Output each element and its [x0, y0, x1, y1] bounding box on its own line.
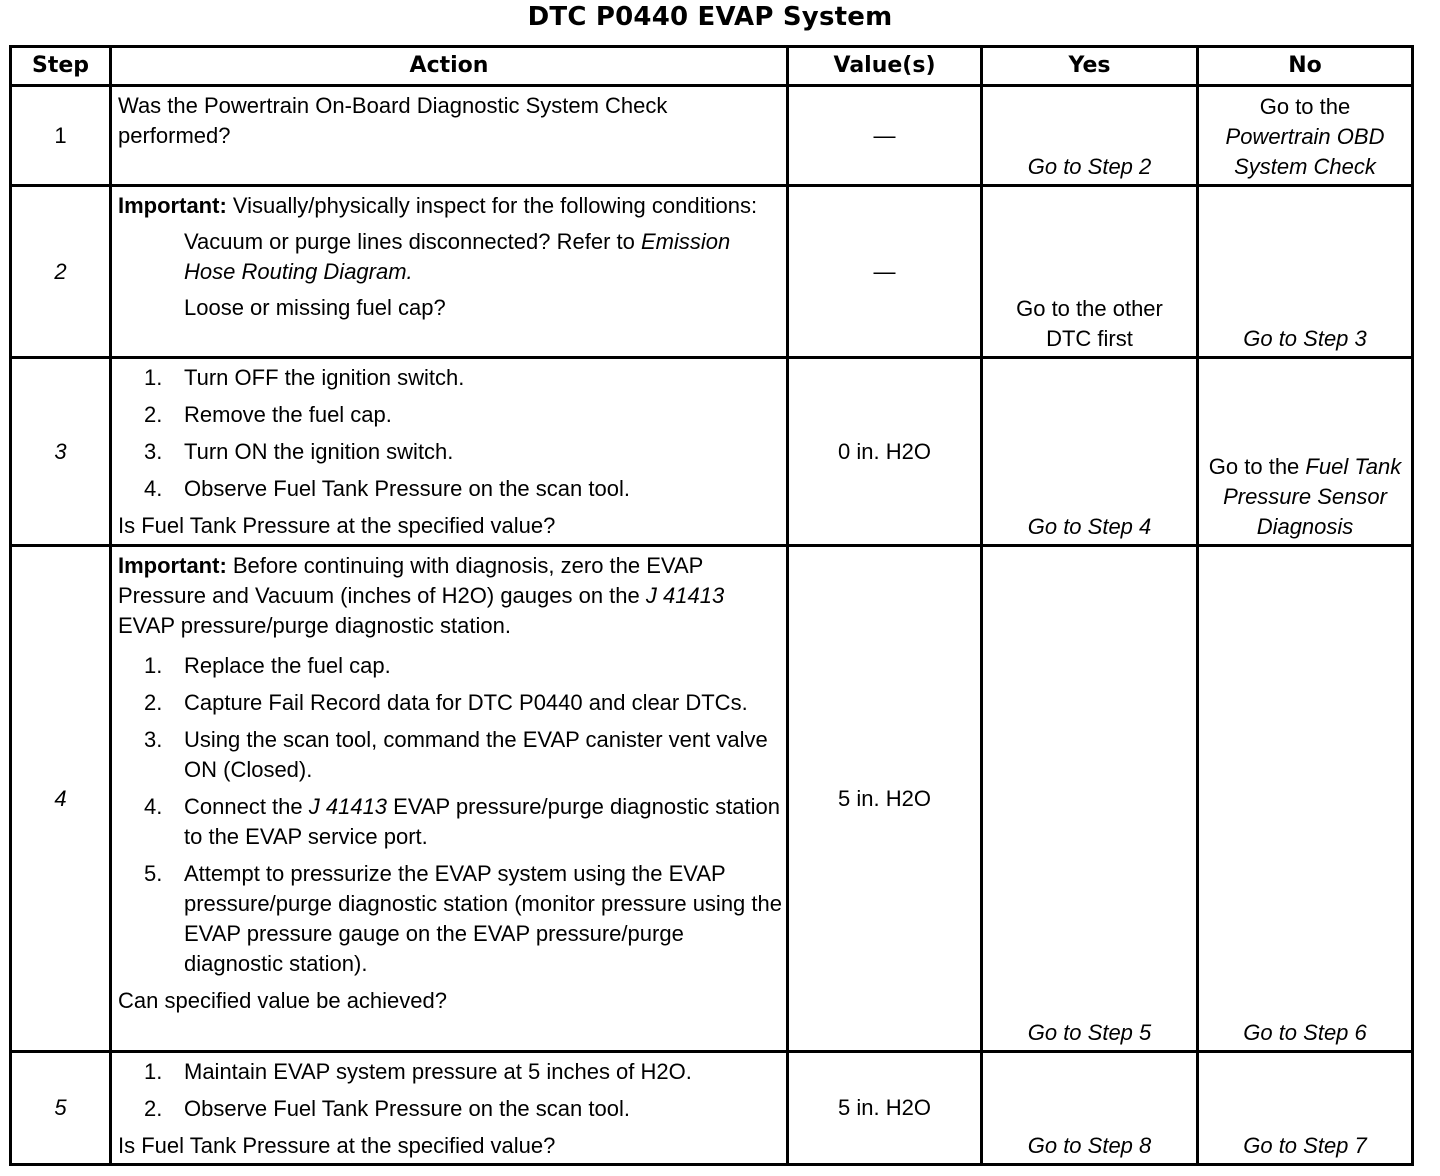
item-text: Turn OFF the ignition switch.	[184, 365, 465, 390]
yes-cell: Go to Step 2	[982, 86, 1198, 186]
list-item	[118, 688, 782, 718]
list-item	[118, 227, 782, 287]
step-number: 3	[11, 358, 111, 546]
item-text: Using the scan tool, command the EVAP canister vent valve ON (Closed).	[184, 727, 768, 782]
yes-cell: Go to Step 8	[982, 1052, 1198, 1165]
list-item	[118, 474, 782, 504]
no-cell: Go to Step 6	[1198, 546, 1413, 1052]
step-number: 5	[11, 1052, 111, 1165]
tool-number: J 41413	[308, 794, 388, 819]
item-number: 3.	[144, 439, 163, 464]
condition-list	[118, 227, 782, 323]
yes-cell: Go to Step 5	[982, 546, 1198, 1052]
list-item	[118, 1057, 782, 1087]
question-text: Can specified value be achieved?	[118, 988, 448, 1013]
yes-cell: Go to the other DTC first	[982, 186, 1198, 358]
important-text: Before continuing with diagnosis, zero the EVAP Pressure and Vacuum (inches of H2O) gauges on the	[118, 553, 703, 608]
important-label: Important:	[118, 553, 227, 578]
list-item	[118, 1094, 782, 1124]
list-item	[118, 400, 782, 430]
action-cell	[111, 186, 788, 358]
item-number: 2.	[144, 690, 163, 715]
important-label: Important:	[118, 193, 227, 218]
item-text: Maintain EVAP system pressure at 5 inches of H2O.	[184, 1059, 692, 1084]
no-reference: Powertrain OBD System Check	[1225, 124, 1385, 179]
no-text: Go to the	[1259, 94, 1351, 119]
action-cell	[111, 546, 788, 1052]
no-cell	[1198, 358, 1413, 546]
no-text: Go to the	[1208, 454, 1306, 479]
tool-number: J 41413	[645, 583, 725, 608]
table-row	[11, 86, 1413, 186]
table-row	[11, 546, 1413, 1052]
header-action: Action	[111, 47, 788, 86]
no-cell	[1198, 86, 1413, 186]
important-note	[118, 551, 782, 641]
value-cell: 5 in. H2O	[788, 1052, 982, 1165]
value-cell: —	[788, 86, 982, 186]
yes-cell: Go to Step 4	[982, 358, 1198, 546]
list-item	[118, 293, 782, 323]
item-number: 1.	[144, 653, 163, 678]
item-text: Capture Fail Record data for DTC P0440 and clear DTCs.	[184, 690, 748, 715]
item-text: Observe Fuel Tank Pressure on the scan tool.	[184, 1096, 630, 1121]
item-text: Turn ON the ignition switch.	[184, 439, 454, 464]
item-text: Remove the fuel cap.	[184, 402, 392, 427]
important-text: EVAP pressure/purge diagnostic station.	[118, 613, 511, 638]
item-number: 4.	[144, 476, 163, 501]
no-reference: Fuel Tank Pressure Sensor Diagnosis	[1223, 454, 1402, 539]
item-number: 2.	[144, 402, 163, 427]
action-cell	[111, 1052, 788, 1165]
list-item	[118, 363, 782, 393]
item-number: 2.	[144, 1096, 163, 1121]
item-number: 4.	[144, 794, 163, 819]
item-text: Connect the	[184, 794, 309, 819]
header-values: Value(s)	[788, 47, 982, 86]
item-number: 1.	[144, 1059, 163, 1084]
header-yes: Yes	[982, 47, 1198, 86]
no-cell: Go to Step 7	[1198, 1052, 1413, 1165]
important-text: Visually/physically inspect for the following conditions:	[226, 193, 758, 218]
value-cell: 0 in. H2O	[788, 358, 982, 546]
item-text: Vacuum or purge lines disconnected? Refer to	[184, 229, 641, 254]
question-text: Is Fuel Tank Pressure at the specified value?	[118, 513, 556, 538]
item-text: Loose or missing fuel cap?	[184, 295, 446, 320]
list-item	[118, 725, 782, 785]
item-text: EVAP pressure/purge diagnostic station to the EVAP service port.	[184, 794, 781, 849]
item-text: Replace the fuel cap.	[184, 653, 391, 678]
step-number: 1	[11, 86, 111, 186]
item-number: 3.	[144, 727, 163, 752]
table-row	[11, 358, 1413, 546]
document-title: DTC P0440 EVAP System	[527, 2, 893, 32]
diagnostic-table	[9, 45, 1414, 1166]
action-cell	[111, 358, 788, 546]
table-row	[11, 1052, 1413, 1165]
header-no: No	[1198, 47, 1413, 86]
item-reference: Emission Hose Routing Diagram.	[184, 229, 731, 284]
value-cell: —	[788, 186, 982, 358]
list-item	[118, 859, 782, 979]
item-number: 1.	[144, 365, 163, 390]
value-cell: 5 in. H2O	[788, 546, 982, 1052]
procedure-list	[118, 363, 782, 504]
important-note	[118, 191, 782, 221]
list-item	[118, 792, 782, 852]
item-number: 5.	[144, 861, 163, 886]
list-item	[118, 437, 782, 467]
question-text: Is Fuel Tank Pressure at the specified value?	[118, 1133, 556, 1158]
no-cell: Go to Step 3	[1198, 186, 1413, 358]
table-header-row	[11, 47, 1413, 86]
item-text: Attempt to pressurize the EVAP system using the EVAP pressure/purge diagnostic station (monitor pressure using the EVAP pressure gauge on the EVAP pressure/purge diagnostic station).	[184, 861, 782, 976]
action-text: Was the Powertrain On-Board Diagnostic System Check performed?	[118, 93, 668, 148]
list-item	[118, 651, 782, 681]
step-number: 2	[11, 186, 111, 358]
procedure-list	[118, 651, 782, 979]
header-step: Step	[11, 47, 111, 86]
procedure-list	[118, 1057, 782, 1124]
step-number: 4	[11, 546, 111, 1052]
item-text: Observe Fuel Tank Pressure on the scan tool.	[184, 476, 630, 501]
action-cell	[111, 86, 788, 186]
table-row	[11, 186, 1413, 358]
